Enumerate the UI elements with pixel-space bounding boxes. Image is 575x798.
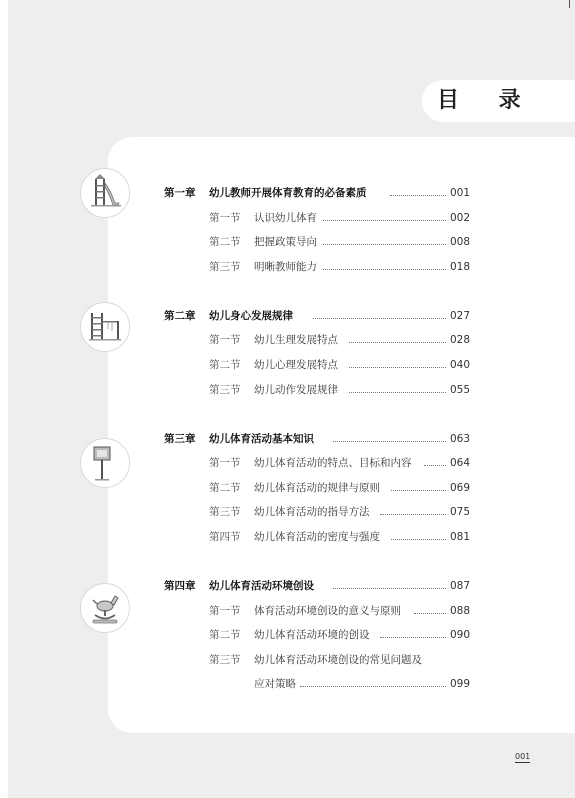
chapter-title: 幼儿体育活动环境创设: [209, 580, 314, 592]
leader-dots: [333, 430, 446, 448]
page-title: 目 录: [437, 88, 537, 113]
page-ref: 081: [450, 531, 471, 543]
section-title: 幼儿体育活动的指导方法: [254, 506, 370, 518]
leader-dots: [300, 675, 446, 693]
page-ref: 063: [450, 433, 471, 445]
section-title: 体育活动环境创设的意义与原则: [254, 605, 401, 617]
leader-dots: [323, 258, 446, 276]
page-ref: 027: [450, 310, 471, 322]
section-label: 第一节: [209, 605, 241, 617]
section-label: 第四节: [209, 531, 241, 543]
toc-entry-chapter-2[interactable]: [0, 307, 575, 325]
section-label: 第一节: [209, 457, 241, 469]
section-title: 幼儿体育活动的规律与原则: [254, 482, 380, 494]
toc-entry-chapter-3[interactable]: [0, 430, 575, 448]
toc-entry-section[interactable]: [0, 651, 575, 669]
leader-dots: [349, 381, 446, 399]
leader-dots: [380, 503, 446, 521]
leader-dots: [349, 331, 446, 349]
section-label: 第三节: [209, 506, 241, 518]
section-label: 第一节: [209, 212, 241, 224]
page-ref: 069: [450, 482, 471, 494]
page-number: 001: [515, 752, 531, 761]
section-label: 第三节: [209, 654, 241, 666]
section-label: 第三节: [209, 261, 241, 273]
leader-dots: [424, 454, 446, 472]
leader-dots: [323, 209, 446, 227]
chapter-label: 第一章: [164, 187, 196, 199]
toc-entry-section[interactable]: [0, 528, 575, 546]
page-ref: 001: [450, 187, 471, 199]
section-label: 第二节: [209, 482, 241, 494]
page-ref: 099: [450, 678, 471, 690]
section-title: 应对策略: [254, 678, 296, 690]
chapter-title: 幼儿身心发展规律: [209, 310, 293, 322]
page-ref: 055: [450, 384, 471, 396]
leader-dots: [391, 528, 446, 546]
toc-entry-section[interactable]: [0, 331, 575, 349]
toc-entry-section[interactable]: [0, 381, 575, 399]
section-title: 明晰教师能力: [254, 261, 317, 273]
section-label: 第一节: [209, 334, 241, 346]
toc-entry-section[interactable]: [0, 602, 575, 620]
page-ref: 018: [450, 261, 471, 273]
leader-dots: [323, 233, 446, 251]
toc-entry-section[interactable]: [0, 356, 575, 374]
chapter-label: 第四章: [164, 580, 196, 592]
section-label: 第二节: [209, 236, 241, 248]
section-title: 幼儿体育活动的密度与强度: [254, 531, 380, 543]
section-title: 幼儿心理发展特点: [254, 359, 338, 371]
section-title: 幼儿体育活动环境的创设: [254, 629, 370, 641]
toc-entry-chapter-1[interactable]: [0, 184, 575, 202]
toc-entry-section[interactable]: [0, 503, 575, 521]
toc-entry-section[interactable]: [0, 479, 575, 497]
leader-dots: [391, 479, 446, 497]
section-title: 幼儿生理发展特点: [254, 334, 338, 346]
toc-entry-section[interactable]: [0, 454, 575, 472]
page-ref: 064: [450, 457, 471, 469]
page-ref: 088: [450, 605, 471, 617]
section-title: 幼儿体育活动的特点、目标和内容: [254, 457, 412, 469]
toc-entry-section[interactable]: [0, 258, 575, 276]
page-ref: 090: [450, 629, 471, 641]
page-ref: 075: [450, 506, 471, 518]
chapter-label: 第三章: [164, 433, 196, 445]
leader-dots: [414, 602, 446, 620]
section-title: 幼儿动作发展规律: [254, 384, 338, 396]
section-title: 认识幼儿体育: [254, 212, 317, 224]
chapter-title: 幼儿教师开展体育教育的必备素质: [209, 187, 367, 199]
leader-dots: [333, 577, 446, 595]
toc-entry-section[interactable]: [0, 626, 575, 644]
page-ref: 008: [450, 236, 471, 248]
leader-dots: [390, 184, 446, 202]
section-label: 第三节: [209, 384, 241, 396]
corner-mark: [569, 0, 570, 8]
section-label: 第二节: [209, 629, 241, 641]
leader-dots: [349, 356, 446, 374]
section-label: 第二节: [209, 359, 241, 371]
toc-entry-section-continued[interactable]: [0, 675, 575, 693]
page-ref: 087: [450, 580, 471, 592]
chapter-label: 第二章: [164, 310, 196, 322]
leader-dots: [313, 307, 446, 325]
page-ref: 002: [450, 212, 471, 224]
toc-entry-section[interactable]: [0, 209, 575, 227]
section-title: 把握政策导向: [254, 236, 317, 248]
chapter-title: 幼儿体育活动基本知识: [209, 433, 314, 445]
toc-entry-chapter-4[interactable]: [0, 577, 575, 595]
page-ref: 028: [450, 334, 471, 346]
section-title: 幼儿体育活动环境创设的常见问题及: [254, 654, 422, 666]
toc-entry-section[interactable]: [0, 233, 575, 251]
leader-dots: [380, 626, 446, 644]
page-ref: 040: [450, 359, 471, 371]
